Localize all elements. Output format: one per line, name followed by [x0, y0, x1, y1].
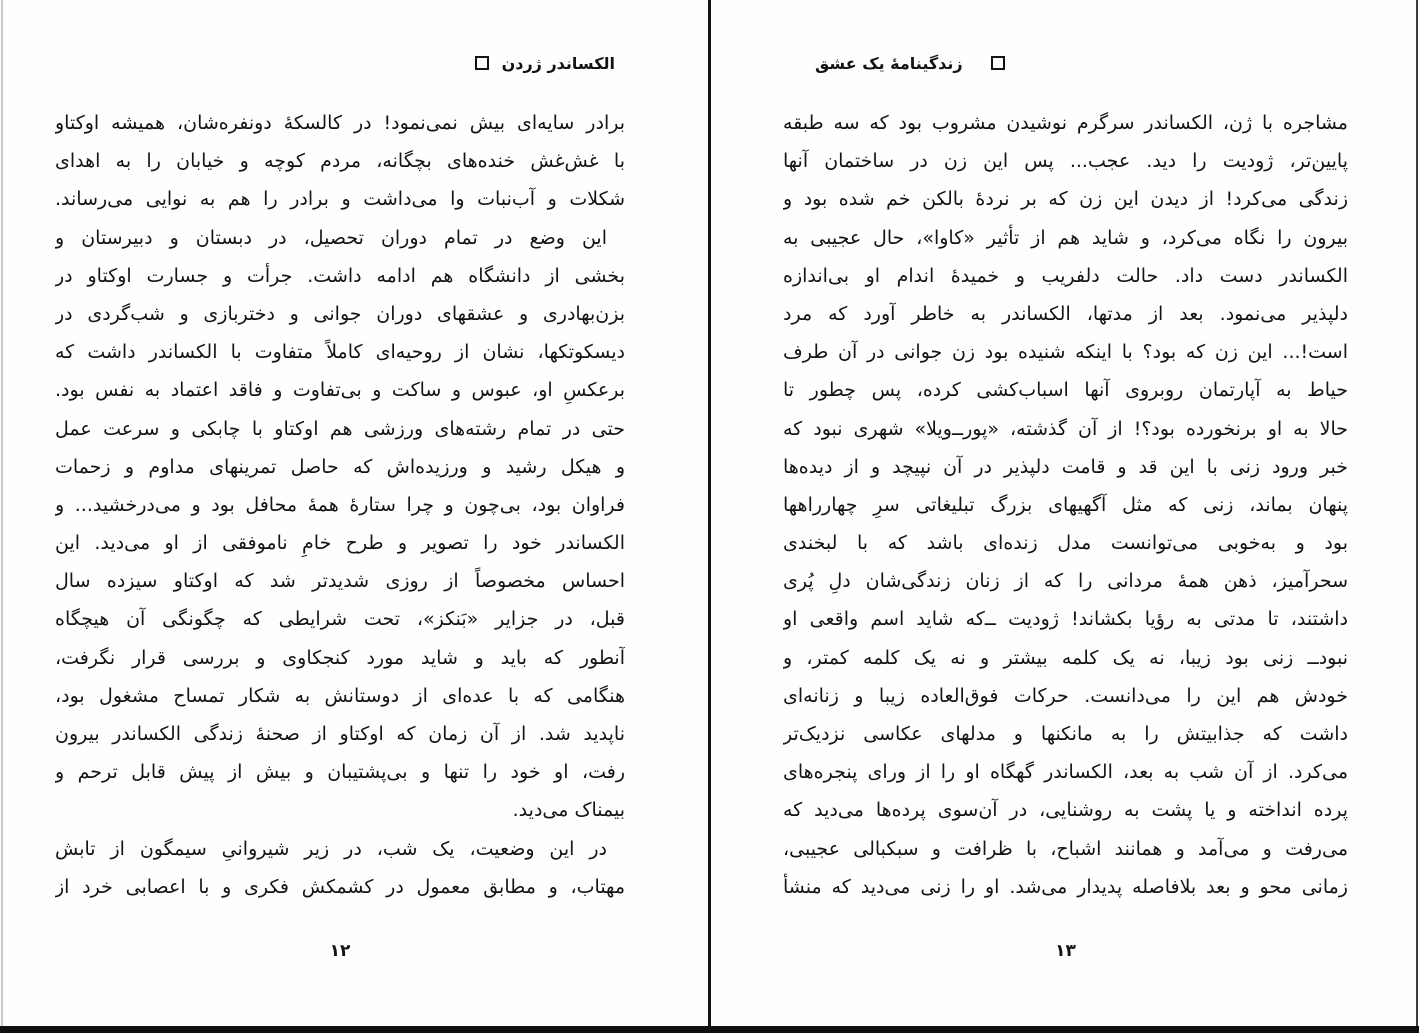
page-number-left: ۱۲ [329, 941, 351, 961]
text-line: ناپدید شد. از آن زمان که اوکتاو از صحنهٔ زندگی الکساندر بیرون [55, 723, 625, 745]
text-line: رفت، او خود را تنها و بی‌پشتیبان و بیش از پیش قابل ترحم و [55, 761, 625, 784]
text-line: مهتاب، و مطابق معمول در کشمکش فکری و با اعصابی خرد از [55, 875, 625, 898]
text-line: و هیکل رشید و ورزیده‌اش که حاصل تمرینهای مداوم و زحمات [55, 455, 625, 478]
text-line: الکساندر دست داد. حالت دلفریب و خمیدهٔ اندام او بی‌اندازه [783, 264, 1348, 287]
text-line: بزن‌بهادری و عشقهای دوران جوانی و دختربازی و شب‌گردی در [55, 302, 625, 325]
text-line: بود و به‌خوبی می‌توانست مدل زنده‌ای باشد که با لبخندی [783, 532, 1348, 555]
text-line: احساس مخصوصاً از روزی شدیدتر شد که اوکتاو سیزده سال [55, 570, 625, 593]
text-line: آنطور که باید و شاید مورد کنجکاوی و بررسی قرار نگرفت، [55, 646, 625, 669]
text-line: حالا به او برنخورده بود؟! از آن گذشته، «پورــ‌ویلا» شهری نبود که [783, 417, 1348, 440]
text-line: در این وضعیت، یک شب، در زیر شیروانیِ سیمگون از تابش [55, 837, 607, 860]
page-divider-line [708, 0, 711, 1033]
text-line: نبودــ زنی بود زیبا، نه یک کلمه بیشتر و نه یک کلمه کمتر، و [783, 646, 1348, 669]
scan-bottom-edge-bar [0, 1026, 1419, 1033]
running-head-right [815, 52, 1005, 74]
text-line: داشت که جذابیتش را به مانکنها و مدلهای عکاسی نزدیک‌تر [783, 723, 1348, 745]
text-line: بیمناک می‌دید. [512, 799, 625, 822]
text-line: بخشی از دانشگاه هم ادامه داشت. جرأت و جسارت اوکتاو در [55, 264, 625, 287]
text-line: پرده انداخته و یا پشت به روشنایی، در آن‌سوی پرده‌ها می‌دید که [783, 799, 1348, 822]
text-line: مشاجره با ژن، الکساندر سرگرم نوشیدن مشروب بود که سه طبقه [783, 112, 1348, 134]
text-line: خبر ورود زنی با این قد و قامت دلپذیر در آن نپیچد و از دیده‌ها [783, 455, 1348, 478]
text-column-right [783, 104, 1348, 906]
open-square-icon [475, 56, 489, 70]
text-line: می‌رفت و می‌آمد و همانند اشباح، با ظرافت و سبکبالی عجیبی، [783, 837, 1348, 860]
page-number-right: ۱۳ [1055, 941, 1076, 961]
text-line: حیاط به آپارتمان روبروی آنها اسباب‌کشی کرده، پس چطور تا [783, 379, 1348, 402]
text-line: پنهان بماند، زنی که مثل آگهیهای بزرگ تبلیغاتی سرِ چهارراهها [783, 493, 1348, 516]
scan-left-edge-line [1, 0, 3, 1033]
text-line: برادر سایه‌ای بیش نمی‌نمود! در کالسکهٔ دونفره‌شان، همیشه اوکتاو [55, 112, 625, 134]
text-line: پایین‌تر، ژودیت را دید. عجب... پس این زن در ساختمان آنها [783, 150, 1348, 173]
text-line: حتی در تمام رشته‌های ورزشی هم اوکتاو با چابکی و سرعت عمل [55, 417, 625, 440]
text-line: این وضع در تمام دوران تحصیل، در دبستان و دبیرستان و [55, 226, 607, 249]
text-line: می‌کرد. از آن شب به بعد، الکساندر گهگاه او را از ورای پنجره‌های [783, 761, 1348, 784]
text-line: فراوان بود، بی‌چون و چرا ستارهٔ همهٔ محافل بود و می‌درخشید... و [55, 493, 625, 516]
text-line: برعکسِ او، عبوس و ساکت و بی‌تفاوت و فاقد اعتماد به نفس بود. [55, 379, 625, 402]
text-line: زمانی محو و بعد بلافاصله پدیدار می‌شد. او را زنی می‌دید که منشأ [783, 875, 1348, 898]
text-line: خودش هم این را می‌دانست. حرکات فوق‌العاده زیبا و زنانه‌ای [783, 684, 1348, 707]
open-square-icon [991, 56, 1005, 70]
text-line: قبل، در جزایر «بَنکز»، تحت شرایطی که چگونگی آن هیچگاه [55, 608, 625, 631]
scan-right-edge-line [1416, 0, 1418, 1033]
text-line: دیسکوتکها، نشان از روحیه‌ای کاملاً متفاوت با الکساندر داشت که [55, 341, 625, 364]
running-head-left-title: الکساندر ژردن [501, 53, 615, 73]
text-line: با غش‌غش خنده‌های بچگانه، مردم کوچه و خیابان را به اهدای [55, 150, 625, 173]
running-head-right-title: زندگینامهٔ یک عشق [815, 53, 963, 73]
text-line: زندگی می‌کرد! از دیدن این زن که بر نردهٔ بالکن خم شده بود و [783, 188, 1348, 211]
text-line: داشتند، تا مدتی به رؤیا بکشاند! ژودیت ــ‌که شاید اسم واقعی او [783, 608, 1348, 631]
text-line: هنگامی که با عده‌ای از دوستانش به شکار تمساح مشغول بود، [55, 684, 625, 707]
text-line: دلپذیر می‌نمود. بعد از مدتها، الکساندر به خاطر آورد که مرد [783, 302, 1348, 325]
text-line: است!... این زن که بود؟ با اینکه شنیده بود زن جوانی در آن طرف [783, 341, 1348, 364]
text-line: بیرون را نگاه می‌کرد، و شاید هم از تأثیر «کاوا»، حال عجیبی به [783, 226, 1348, 249]
text-line: سحرآمیز، ذهن همهٔ مردانی را که از زنان زندگی‌شان دلِ پُری [783, 570, 1348, 593]
running-head-left [460, 52, 615, 74]
text-line: الکساندر خود را تصویر و طرح خامِ ناموفقی از او می‌دید. این [55, 532, 625, 555]
text-column-left [55, 104, 625, 906]
text-line: شکلات و آب‌نبات وا می‌داشت و برادر را هم به نوایی می‌رساند. [55, 188, 625, 211]
